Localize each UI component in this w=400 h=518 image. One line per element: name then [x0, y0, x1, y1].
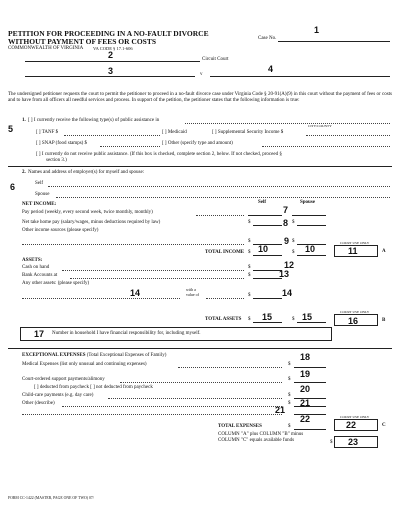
bank-label: Bank Accounts at	[22, 273, 58, 278]
pay-period-leader	[196, 215, 244, 216]
column-a-letter: A	[382, 249, 386, 254]
versus-label: v	[200, 72, 203, 77]
take-home-self-field[interactable]	[253, 225, 282, 226]
paycheck-deduction-checkboxes[interactable]: [ ] deducted from paycheck [ ] not deducted from paycheck	[34, 385, 153, 390]
cash-label: Cash on hand	[22, 265, 50, 270]
section-divider-2	[8, 348, 392, 349]
total-expenses-field[interactable]	[294, 429, 326, 430]
take-home-spouse-field[interactable]	[297, 225, 326, 226]
total-expenses-label: TOTAL EXPENSES	[218, 424, 262, 429]
form-title-line2: WITHOUT PAYMENT OF FEES OR COSTS	[8, 37, 157, 46]
other-assets-dollar: $	[248, 293, 251, 298]
va-code-label: VA CODE § 17.1-606	[93, 46, 133, 51]
available-funds-dollar: $	[330, 440, 333, 445]
marker-18: 18	[300, 352, 311, 362]
no-assistance-checkbox[interactable]: [ ] I currently do not receive public assistance. (If this box is checked, complete section 2, below. If not checked, proceed §	[36, 152, 282, 157]
total-income-self-field[interactable]	[253, 255, 282, 256]
city-county-label: CITY/COUNTY	[308, 124, 332, 128]
expenses-heading-title: EXCEPTIONAL EXPENSES	[22, 353, 86, 358]
marker-20: 20	[300, 384, 311, 394]
child-care-label: Child-care payments (e.g. day care)	[22, 393, 94, 398]
expenses-court-use-label: COURT USE ONLY	[340, 415, 370, 419]
marker-2: 2	[108, 50, 114, 60]
cash-leader	[62, 270, 244, 271]
ssi-amount-field[interactable]	[306, 135, 390, 136]
medical-leader	[178, 367, 282, 368]
bank-name-field[interactable]	[70, 278, 244, 279]
total-expenses-dollar: $	[288, 424, 291, 429]
tanf-amount-field[interactable]	[64, 135, 160, 136]
defendant-field[interactable]	[210, 76, 390, 77]
assets-heading: ASSETS:	[22, 258, 43, 263]
employer-self-field[interactable]	[48, 186, 390, 187]
other-assets-value-leader	[206, 298, 244, 299]
marker-6: 6	[10, 182, 16, 192]
medical-label: Medical Expenses (list only unusual and continuing expenses)	[22, 362, 147, 367]
cash-dollar: $	[248, 265, 251, 270]
other-assets-field[interactable]	[22, 298, 180, 299]
other-assets-value-field[interactable]	[253, 298, 282, 299]
marker-1: 1	[314, 25, 320, 35]
income-spouse-column: Spouse	[300, 200, 316, 205]
circuit-court-label: Circuit Court	[202, 57, 229, 62]
marker-12: 12	[284, 260, 295, 270]
other-expenses-dollar: $	[288, 401, 291, 406]
support-leader	[120, 382, 282, 383]
total-assets-self-field[interactable]	[253, 322, 282, 323]
other-expenses-field[interactable]	[62, 406, 282, 407]
pay-period-self-field[interactable]	[248, 215, 282, 216]
expenses-heading-suffix: (Total Exceptional Expenses of Family)	[86, 353, 167, 358]
employer-heading: Names and address of employer(s) for myself and spouse:	[28, 170, 145, 175]
total-income-label: TOTAL INCOME	[205, 250, 245, 255]
section-divider-1	[8, 166, 392, 167]
column-b-letter: B	[382, 318, 386, 323]
child-care-dollar: $	[288, 393, 291, 398]
support-dollar: $	[288, 377, 291, 382]
total-assets-spouse-dollar: $	[292, 317, 295, 322]
other-income-spouse-dollar: $	[292, 239, 295, 244]
employer-spouse-field[interactable]	[56, 197, 390, 198]
marker-9: 9	[284, 236, 290, 246]
medicaid-checkbox[interactable]: [ ] Medicaid	[162, 130, 187, 135]
formula-line1: COLUMN "A" plus COLUMN "B" minus	[218, 432, 304, 437]
marker-22-box: 22	[346, 420, 357, 430]
marker-10-spouse: 10	[305, 244, 316, 254]
total-assets-spouse-field[interactable]	[297, 322, 326, 323]
formula-line2: COLUMN "C" equals available funds	[218, 438, 295, 443]
marker-15-spouse: 15	[302, 312, 313, 322]
other-expenses-field-2[interactable]	[22, 414, 282, 415]
marker-4: 4	[268, 64, 274, 74]
case-no-label: Case No.	[258, 36, 277, 41]
other-expenses-label: Other (describe)	[22, 401, 55, 406]
total-assets-self-dollar: $	[248, 317, 251, 322]
marker-23: 23	[348, 437, 359, 447]
marker-15-self: 15	[262, 312, 273, 322]
marker-10-self: 10	[258, 244, 269, 254]
form-footer: FORM CC-1422 (MASTER, PAGE ONE OF TWO) 07/	[8, 496, 94, 500]
marker-17: 17	[34, 329, 45, 339]
other-assets-label: Any other assets: (please specify)	[22, 281, 90, 286]
household-label: Number in household I have financial responsibility for, including myself.	[52, 331, 201, 336]
marker-7: 7	[283, 205, 289, 215]
commonwealth-label: COMMONWEALTH OF VIRGINIA	[8, 46, 84, 51]
pay-period-label: Pay period (weekly, every second week, twice monthly, monthly)	[22, 210, 153, 215]
bank-field[interactable]	[253, 278, 282, 279]
marker-11: 11	[348, 246, 358, 256]
employer-self-label: Self	[35, 181, 44, 186]
plaintiff-field[interactable]	[25, 76, 195, 77]
section2-number: 2.	[22, 170, 26, 175]
take-home-label: Net take home pay (salary/wages, minus deductions required by law)	[22, 220, 161, 225]
circuit-court-field[interactable]	[25, 61, 200, 62]
with-a-label: with a	[186, 287, 196, 292]
expenses-heading	[22, 353, 166, 359]
case-no-field[interactable]	[278, 41, 390, 42]
income-self-column: Self	[258, 200, 267, 205]
other-assistance-field[interactable]	[262, 146, 390, 147]
tanf-checkbox[interactable]: [ ] TANF $	[36, 130, 59, 135]
medical-field[interactable]	[294, 367, 326, 368]
marker-16: 16	[348, 316, 359, 326]
form-title-line1: PETITION FOR PROCEEDING IN A NO-FAULT DIVORCE	[8, 29, 209, 38]
snap-amount-field[interactable]	[100, 146, 160, 147]
public-assistance-checkbox[interactable]: [ ] I currently receive the following type(s) of public assistance in	[28, 118, 160, 123]
support-field[interactable]	[294, 382, 326, 383]
marker-8: 8	[283, 218, 289, 228]
other-income-label: Other income sources (please specify)	[22, 228, 99, 233]
other-income-field[interactable]	[22, 244, 244, 245]
column-c-letter: C	[382, 423, 386, 428]
employer-spouse-label: Spouse	[35, 192, 50, 197]
total-assets-label: TOTAL ASSETS	[205, 317, 242, 322]
intro-paragraph: The undersigned petitioner requests the court to permit the petitioner to proceed in a no-fault divorce case under Virginia Code § 20-91(A)(9) in this court without the payment of fees or costs and to have from all officers all needful services and process. In support of the petition, the petitioner states that the following information is true:	[8, 92, 392, 104]
marker-21-line2: 21	[275, 405, 286, 415]
value-of-label: value of	[186, 292, 199, 297]
marker-21-amount: 21	[300, 398, 311, 408]
take-home-self-dollar: $	[248, 220, 251, 225]
marker-13: 13	[279, 269, 290, 279]
snap-checkbox[interactable]: [ ] SNAP (food stamps) $	[36, 141, 88, 146]
marker-14-value: 14	[282, 288, 293, 298]
assets-court-use-label: COURT USE ONLY	[340, 310, 370, 314]
other-assistance-checkbox[interactable]: [ ] Other (specify type and amount)	[162, 141, 233, 146]
marker-14-description: 14	[130, 288, 141, 298]
marker-5: 5	[8, 124, 14, 134]
marker-3: 3	[108, 66, 114, 76]
bank-dollar: $	[248, 273, 251, 278]
marker-22-total: 22	[300, 414, 311, 424]
net-income-heading: NET INCOME:	[22, 202, 57, 207]
section1-number: 1.	[22, 118, 26, 123]
income-court-use-label: COURT USE ONLY	[340, 241, 370, 245]
marker-19: 19	[300, 369, 311, 379]
no-assistance-note: section 3.)	[46, 158, 67, 163]
child-care-leader	[108, 398, 282, 399]
total-income-spouse-dollar: $	[292, 250, 295, 255]
total-income-self-dollar: $	[248, 250, 251, 255]
ssi-checkbox[interactable]: [ ] Supplemental Security Income $	[212, 130, 284, 135]
medical-dollar: $	[288, 362, 291, 367]
locality-field[interactable]	[185, 123, 390, 124]
pay-period-spouse-field[interactable]	[292, 215, 326, 216]
take-home-spouse-dollar: $	[292, 220, 295, 225]
other-income-self-dollar: $	[248, 239, 251, 244]
support-label: Court-ordered support payments/alimony	[22, 377, 105, 382]
total-income-spouse-field[interactable]	[297, 255, 326, 256]
cash-field[interactable]	[253, 270, 282, 271]
